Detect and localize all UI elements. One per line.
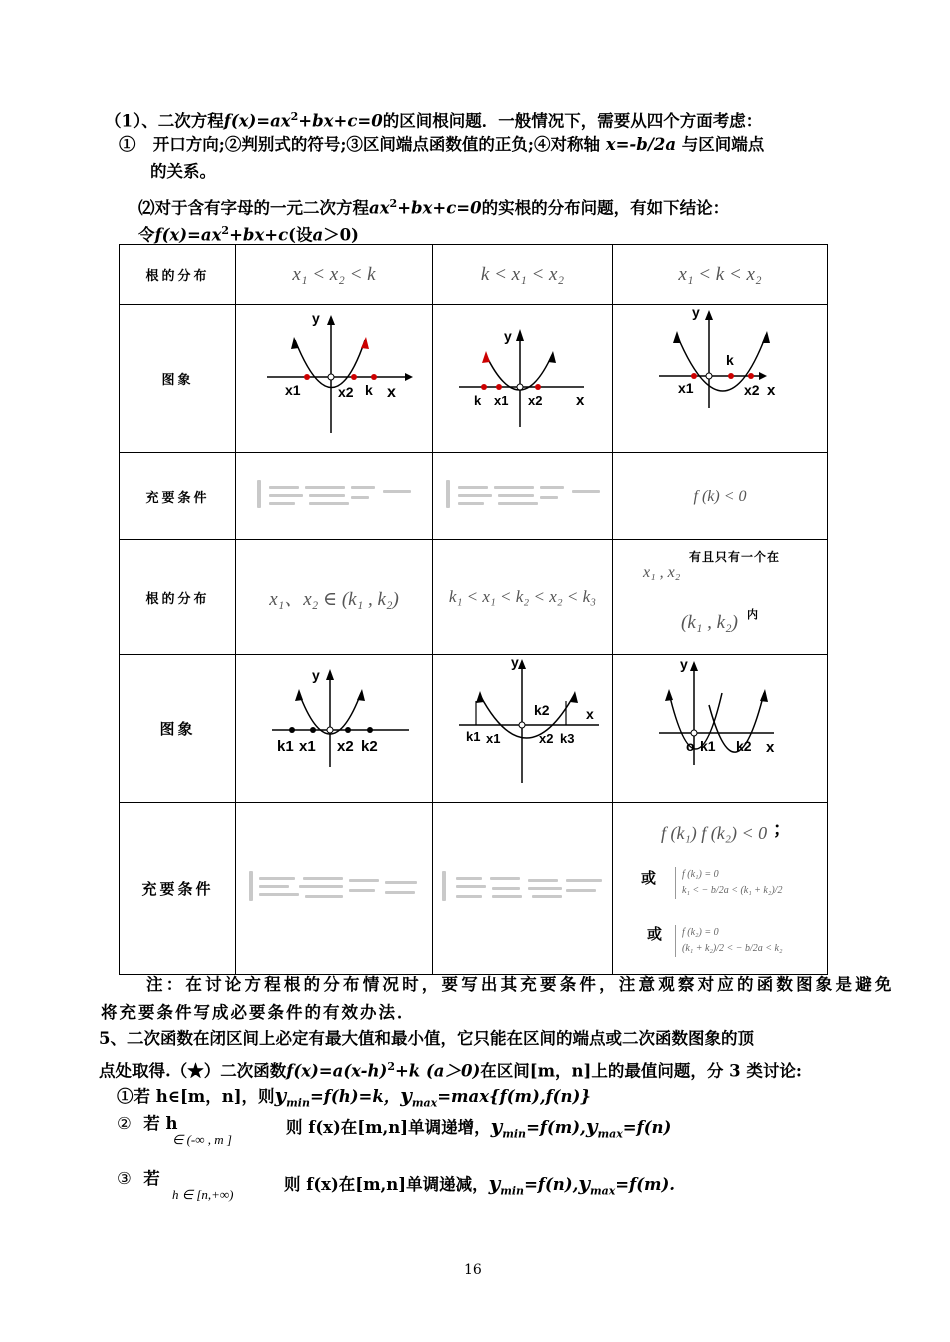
k2-point xyxy=(367,727,373,733)
text: 则 f(x)在[m,n]单调递增， xyxy=(286,1118,491,1137)
or-label: 或 xyxy=(647,925,663,943)
text: =f(n) xyxy=(622,1118,672,1137)
x-label: x xyxy=(765,739,774,756)
origin-point xyxy=(328,374,334,380)
root-distribution-table xyxy=(119,244,828,975)
sub: min xyxy=(286,1096,310,1110)
parabola-graph-both-left-of-k xyxy=(237,305,432,448)
axis-formula: x=-b/2a xyxy=(605,135,677,154)
origin-point xyxy=(691,730,697,736)
k1-point xyxy=(289,727,295,733)
origin-point xyxy=(519,722,525,728)
text: 则 f(x)在[m,n]单调递减， xyxy=(284,1175,489,1194)
x1-label: x1 xyxy=(284,382,301,398)
parabola xyxy=(295,340,365,388)
cell xyxy=(433,305,613,453)
case-2-rest xyxy=(286,1115,671,1145)
note-line-2 xyxy=(101,1002,416,1024)
text: =f(n), xyxy=(524,1175,579,1194)
k2-label: k2 xyxy=(533,702,550,718)
text: =f(h)=k， xyxy=(309,1087,401,1106)
cell xyxy=(433,453,613,540)
row-label: 充要条件 xyxy=(145,490,210,506)
intro-line-4 xyxy=(138,193,729,220)
cell xyxy=(433,803,613,975)
root-point xyxy=(496,384,502,390)
intro-line-1 xyxy=(105,106,762,133)
parabola-graph-roots-in-interval xyxy=(237,655,432,798)
curve-arrow xyxy=(673,331,681,343)
y-label: y xyxy=(679,656,688,672)
y: y xyxy=(490,1114,503,1138)
row-graph-1 xyxy=(120,305,828,453)
origin-point xyxy=(327,727,333,733)
label-cell xyxy=(120,453,236,540)
x-label: x xyxy=(386,384,396,401)
interval: (k₁ , k₂) xyxy=(681,612,738,633)
text: 注：在讨论方程根的分布情况时，要写出其充要条件，注意观察对应的函数图象是避免 xyxy=(146,975,895,994)
equation: f (k₁) = 0 xyxy=(682,869,719,880)
y-arrow xyxy=(705,310,713,320)
root-point xyxy=(345,727,351,733)
sup: 2 xyxy=(221,224,230,237)
sub: min xyxy=(500,1184,525,1198)
text: 的区间根问题．一般情况下，需要从四个方面考虑： xyxy=(382,111,763,131)
equation: +bx+c xyxy=(229,225,289,245)
x-arrow xyxy=(405,373,413,381)
curve-arrow xyxy=(665,689,673,701)
k2-label: k2 xyxy=(360,738,378,755)
text: （1）、二次方程 xyxy=(105,111,224,131)
x2-label: x2 xyxy=(336,738,354,755)
sub: max xyxy=(411,1096,438,1110)
origin-point xyxy=(517,384,523,390)
inside-text: 内 xyxy=(747,608,758,621)
text: 的实根的分布问题，有如下结论： xyxy=(481,198,730,218)
equation: +k (a＞0) xyxy=(394,1061,481,1081)
y-arrow xyxy=(518,659,526,669)
y-arrow xyxy=(516,329,524,341)
cell xyxy=(613,305,828,453)
blurred-condition-system xyxy=(255,478,413,510)
x2-label: x2 xyxy=(337,384,354,400)
blurred-condition-system xyxy=(249,871,419,903)
sub: min xyxy=(502,1127,527,1141)
cell xyxy=(236,655,433,803)
text: 在区间[m，n]上的最值问题，分 3 类讨论: xyxy=(480,1061,802,1081)
roots-vars: x₁ , x₂ xyxy=(643,564,681,581)
blurred-condition-system xyxy=(442,871,604,903)
curve-arrow xyxy=(760,689,768,702)
sec5-line-1 xyxy=(99,1028,754,1050)
row-label: 根的分布 xyxy=(145,269,210,284)
condition-formula: k₁ < x₁ < k₂ < x₂ < k₃ xyxy=(448,587,597,606)
y-arrow xyxy=(327,315,335,325)
equation: ax xyxy=(369,198,390,218)
row-condition-2 xyxy=(120,803,828,975)
root-point xyxy=(691,373,697,379)
intro-line-5 xyxy=(138,220,359,247)
x2-label: x2 xyxy=(527,393,542,408)
cell xyxy=(613,803,828,975)
inequality: (k₁ + k₂)/2 < − b/2a < k₂ xyxy=(682,943,783,954)
text: 开口方向;②判别式的符号;③区间端点函数值的正负;④对称轴 xyxy=(152,135,601,154)
condition-formula: x₁ < k < x₂ xyxy=(678,263,762,285)
y-arrow xyxy=(326,669,334,680)
text: 若 h xyxy=(143,1114,178,1133)
curve-arrow xyxy=(548,351,556,363)
x-label: x xyxy=(766,382,775,399)
sub: max xyxy=(589,1184,616,1198)
inequality: k₁ < − b/2a < (k₁ + k₂)/2 xyxy=(682,885,783,896)
x-arrow xyxy=(759,372,767,380)
parabola-graph-k-between-roots xyxy=(614,305,827,448)
sec5-line-2 xyxy=(99,1056,802,1083)
condition-formula: f (k) < 0 xyxy=(693,488,747,505)
text: 与区间端点 xyxy=(681,135,765,154)
product-condition: f (k₁) f (k₂) < 0 xyxy=(661,823,768,843)
cell xyxy=(236,245,433,305)
cell xyxy=(433,655,613,803)
k-point xyxy=(371,374,377,380)
condition-formula: k < x₁ < x₂ xyxy=(480,263,565,285)
case-2 xyxy=(117,1113,178,1135)
sub: max xyxy=(597,1127,623,1141)
label-cell xyxy=(120,655,236,803)
curve-arrow xyxy=(482,351,490,363)
text: =f(m). xyxy=(615,1175,676,1194)
cell xyxy=(236,305,433,453)
y: y xyxy=(274,1083,287,1107)
x1-label: x1 xyxy=(485,731,500,746)
equation: +bx+c=0 xyxy=(397,198,482,218)
k2-label: k2 xyxy=(735,738,752,754)
curve-arrow xyxy=(361,337,369,349)
condition-formula: x₁ < x₂ < k xyxy=(292,263,376,285)
sup: 2 xyxy=(290,110,299,123)
case-3-interval: h ∈ [n,+∞) xyxy=(172,1187,234,1202)
k-label: k xyxy=(364,382,373,398)
equation: +bx+c=0 xyxy=(298,111,383,131)
y-label: y xyxy=(510,655,519,670)
x-label: x xyxy=(575,392,584,409)
case-1 xyxy=(117,1084,591,1114)
curve-arrow xyxy=(291,337,299,349)
root-point xyxy=(304,374,310,380)
root-point xyxy=(748,373,754,379)
parabola-graph-one-root-in-interval xyxy=(614,655,827,798)
equation: f(x)=a(x-h) xyxy=(286,1061,388,1081)
x2-label: x2 xyxy=(538,731,553,746)
cell xyxy=(613,540,828,655)
parabola-graph-both-right-of-k xyxy=(434,305,612,448)
only-one-in-text: 有且只有一个在 xyxy=(689,550,781,564)
root-point xyxy=(535,384,541,390)
y: y xyxy=(400,1083,412,1107)
k3-label: k3 xyxy=(559,731,574,746)
k-label: k xyxy=(473,393,481,408)
row-label: 根的分布 xyxy=(145,591,210,607)
k1-label: k1 xyxy=(699,738,716,754)
text: 令 xyxy=(138,225,155,245)
cell xyxy=(433,540,613,655)
row-distribution-1 xyxy=(120,245,828,305)
row-label: 充要条件 xyxy=(141,880,214,898)
k-label: k xyxy=(725,352,734,368)
case-3 xyxy=(117,1168,160,1190)
y: y xyxy=(585,1114,598,1138)
equation: f (k₂) = 0 xyxy=(682,927,719,938)
y-label: y xyxy=(311,310,320,326)
row-label: 图象 xyxy=(159,720,196,738)
y-label: y xyxy=(311,667,320,683)
row-label: 图象 xyxy=(161,373,194,388)
x2-label: x2 xyxy=(743,382,760,398)
page-number: 16 xyxy=(464,1262,482,1278)
y: y xyxy=(488,1171,501,1195)
row-graph-2 xyxy=(120,655,828,803)
root-point xyxy=(310,727,316,733)
intro-line-2 xyxy=(119,134,764,156)
sup: 2 xyxy=(389,197,398,210)
origin-point xyxy=(706,373,712,379)
cell xyxy=(236,803,433,975)
text: 5、二次函数在闭区间上必定有最大值和最小值，它只能在区间的端点或二次函数图象的顶 xyxy=(99,1029,754,1048)
case-3-rest xyxy=(284,1172,675,1202)
cell xyxy=(433,245,613,305)
row-distribution-2 xyxy=(120,540,828,655)
bullet: ① xyxy=(119,135,136,154)
k1-label: k1 xyxy=(465,729,480,744)
k-point xyxy=(481,384,487,390)
var: a xyxy=(312,225,324,245)
intro-line-3 xyxy=(150,161,216,183)
text: 将充要条件写成必要条件的有效办法． xyxy=(101,1003,416,1022)
curve-arrow xyxy=(570,691,578,703)
blurred-condition-system xyxy=(444,478,602,510)
text: =max{f(m),f(n)} xyxy=(437,1087,591,1106)
root-point xyxy=(351,374,357,380)
label-cell xyxy=(120,305,236,453)
cell xyxy=(236,540,433,655)
y-label: y xyxy=(691,305,700,320)
bullet: ② xyxy=(117,1114,132,1133)
x1-label: x1 xyxy=(298,738,316,755)
cell xyxy=(236,453,433,540)
parabola-graph-roots-separated xyxy=(434,655,612,798)
text: =f(m), xyxy=(526,1118,586,1137)
equation: f(x)=ax xyxy=(154,225,222,245)
condition-formula: x₁、x₂ ∈ (k₁ , k₂) xyxy=(269,588,399,610)
y: y xyxy=(578,1171,590,1195)
curve-arrow xyxy=(295,689,303,701)
note-line-1 xyxy=(146,974,895,996)
y-label: y xyxy=(503,328,512,344)
label-cell xyxy=(120,540,236,655)
x-label: x xyxy=(585,706,594,722)
equation: f(x)=ax xyxy=(223,111,291,131)
x1-label: x1 xyxy=(677,380,694,396)
sup: 2 xyxy=(387,1060,395,1073)
x1-label: x1 xyxy=(493,393,508,408)
k1-label: k1 xyxy=(276,738,294,755)
curve-arrow xyxy=(357,689,365,701)
text: 点处取得.（★）二次函数 xyxy=(99,1061,287,1081)
semicolon: ； xyxy=(773,819,791,840)
case-2-interval: ∈ (-∞ , m ] xyxy=(172,1132,232,1147)
system-2 xyxy=(675,925,782,957)
cell xyxy=(613,655,828,803)
system-1 xyxy=(675,867,782,899)
k-point xyxy=(728,373,734,379)
y-arrow xyxy=(690,661,698,671)
origin-label: o xyxy=(685,738,695,754)
label-cell xyxy=(120,803,236,975)
text: 的关系。 xyxy=(150,162,216,181)
text: (设 xyxy=(288,225,313,245)
bullet: ③ xyxy=(117,1169,132,1188)
label-cell xyxy=(120,245,236,305)
text: 若 xyxy=(143,1169,160,1188)
text: ⑵对于含有字母的一元二次方程 xyxy=(138,198,369,218)
cell xyxy=(613,245,828,305)
cell xyxy=(613,453,828,540)
or-label: 或 xyxy=(641,869,657,887)
row-condition-1 xyxy=(120,453,828,540)
text: ＞0) xyxy=(323,225,359,245)
curve-arrow xyxy=(476,691,484,703)
text: ①若 h∈[m，n]，则 xyxy=(117,1087,275,1106)
curve-arrow xyxy=(762,331,770,343)
